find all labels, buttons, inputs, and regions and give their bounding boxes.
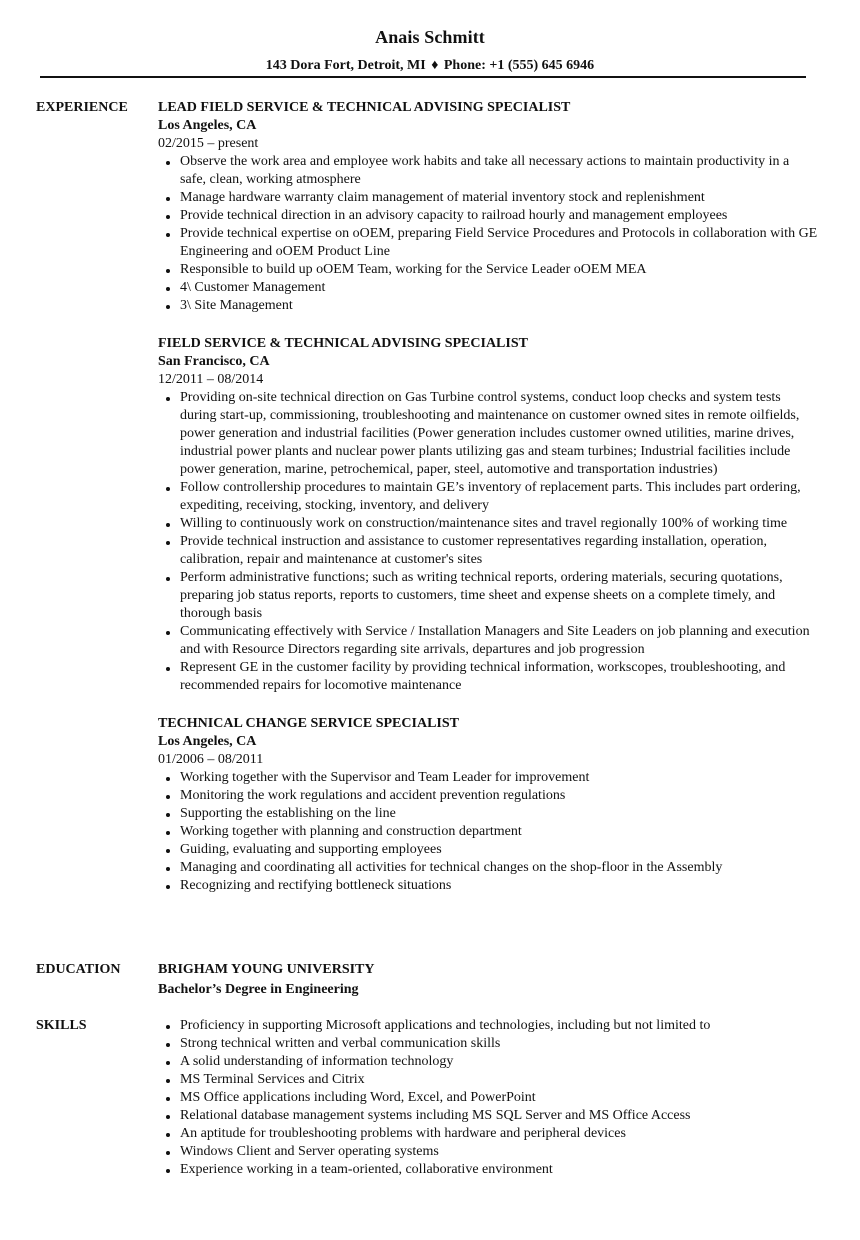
school-name: BRIGHAM YOUNG UNIVERSITY <box>158 962 375 977</box>
bullet-item: Managing and coordinating all activities for technical changes on the shop-floor in the Assembly <box>158 859 818 877</box>
job-bullets <box>158 769 818 895</box>
job-entry <box>158 715 818 895</box>
skill-item: MS Terminal Services and Citrix <box>158 1071 818 1089</box>
job-bullets <box>158 389 818 695</box>
job-bullets <box>158 153 818 315</box>
bullet-item: Communicating effectively with Service / Installation Managers and Site Leaders on job planning and execution and with Resource Directors regarding site arrivals, departures and job progression <box>158 623 818 659</box>
bullet-item: Supporting the establishing on the line <box>158 805 818 823</box>
section-title-education: EDUCATION <box>36 962 121 977</box>
resume-header <box>0 26 860 74</box>
bullet-item: Working together with planning and construction department <box>158 823 818 841</box>
skill-item: An aptitude for troubleshooting problems with hardware and peripheral devices <box>158 1125 818 1143</box>
diamond-separator-icon: ♦ <box>431 58 439 73</box>
degree: Bachelor’s Degree in Engineering <box>158 982 359 997</box>
skill-item: Strong technical written and verbal communication skills <box>158 1035 818 1053</box>
bullet-item: Perform administrative functions; such as writing technical reports, ordering materials, securing quotations, preparing job status reports, reports to customers, time sheet and expense sheets on a complete timely, and thorough basis <box>158 569 818 623</box>
bullet-item: Observe the work area and employee work habits and take all necessary actions to maintain productivity in a safe, clean, working atmosphere <box>158 153 818 189</box>
skills-list <box>158 1017 818 1179</box>
job-entry <box>158 99 818 315</box>
phone: Phone: +1 (555) 645 6946 <box>443 58 595 73</box>
bullet-item: Working together with the Supervisor and Team Leader for improvement <box>158 769 818 787</box>
job-entry <box>158 335 818 695</box>
job-location: Los Angeles, CA <box>158 734 257 749</box>
bullet-item: 3\ Site Management <box>158 297 818 315</box>
bullet-item: 4\ Customer Management <box>158 279 818 297</box>
skill-item: Experience working in a team-oriented, collaborative environment <box>158 1161 818 1179</box>
job-dates: 01/2006 – 08/2011 <box>158 752 264 767</box>
skill-item: A solid understanding of information technology <box>158 1053 818 1071</box>
job-dates: 02/2015 – present <box>158 136 259 151</box>
bullet-item: Recognizing and rectifying bottleneck situations <box>158 877 818 895</box>
bullet-item: Guiding, evaluating and supporting employees <box>158 841 818 859</box>
bullet-item: Willing to continuously work on construction/maintenance sites and travel regionally 100% of working time <box>158 515 818 533</box>
bullet-item: Providing on-site technical direction on Gas Turbine control systems, conduct loop checks and system tests during start-up, commissioning, troubleshooting and maintenance on customer owned sites in remote oilfields, power generation and industrial facilities (Power generation includes customer owned utilities, marine drives, industrial power plants and nuclear power plants utilizing gas and steam turbines; Industrial facilities include power generation, marine, petrochemical, paper, steel, automotive and transportation industries) <box>158 389 818 479</box>
job-title: LEAD FIELD SERVICE & TECHNICAL ADVISING SPECIALIST <box>158 100 571 115</box>
section-title-skills: SKILLS <box>36 1018 87 1033</box>
bullet-item: Manage hardware warranty claim management of material inventory stock and replenishment <box>158 189 818 207</box>
bullet-item: Monitoring the work regulations and accident prevention regulations <box>158 787 818 805</box>
skills-list-wrapper <box>158 1017 818 1179</box>
candidate-name: Anais Schmitt <box>375 27 485 47</box>
job-title: TECHNICAL CHANGE SERVICE SPECIALIST <box>158 716 459 731</box>
job-location: San Francisco, CA <box>158 354 270 369</box>
section-title-experience: EXPERIENCE <box>36 100 128 115</box>
bullet-item: Represent GE in the customer facility by providing technical information, workscopes, troubleshooting, and recommended repairs for locomotive maintenance <box>158 659 818 695</box>
bullet-item: Provide technical instruction and assistance to customer representatives regarding installation, operation, calibration, repair and maintenance at customer's sites <box>158 533 818 569</box>
education-entry <box>158 961 818 999</box>
skill-item: Relational database management systems including MS SQL Server and MS Office Access <box>158 1107 818 1125</box>
experience-list <box>158 99 818 915</box>
bullet-item: Responsible to build up oOEM Team, working for the Service Leader oOEM MEA <box>158 261 818 279</box>
skill-item: Proficiency in supporting Microsoft applications and technologies, including but not limited to <box>158 1017 818 1035</box>
bullet-item: Provide technical expertise on oOEM, preparing Field Service Procedures and Protocols in collaboration with GE Engineering and oOEM Product Line <box>158 225 818 261</box>
skill-item: MS Office applications including Word, Excel, and PowerPoint <box>158 1089 818 1107</box>
job-title: FIELD SERVICE & TECHNICAL ADVISING SPECIALIST <box>158 336 528 351</box>
bullet-item: Follow controllership procedures to maintain GE’s inventory of replacement parts. This includes part ordering, expediting, receiving, stocking, inventory, and delivery <box>158 479 818 515</box>
job-location: Los Angeles, CA <box>158 118 257 133</box>
bullet-item: Provide technical direction in an advisory capacity to railroad hourly and management employees <box>158 207 818 225</box>
skill-item: Windows Client and Server operating systems <box>158 1143 818 1161</box>
contact-line <box>0 57 860 74</box>
address: 143 Dora Fort, Detroit, MI <box>265 58 426 73</box>
header-divider <box>40 76 806 78</box>
job-dates: 12/2011 – 08/2014 <box>158 372 264 387</box>
